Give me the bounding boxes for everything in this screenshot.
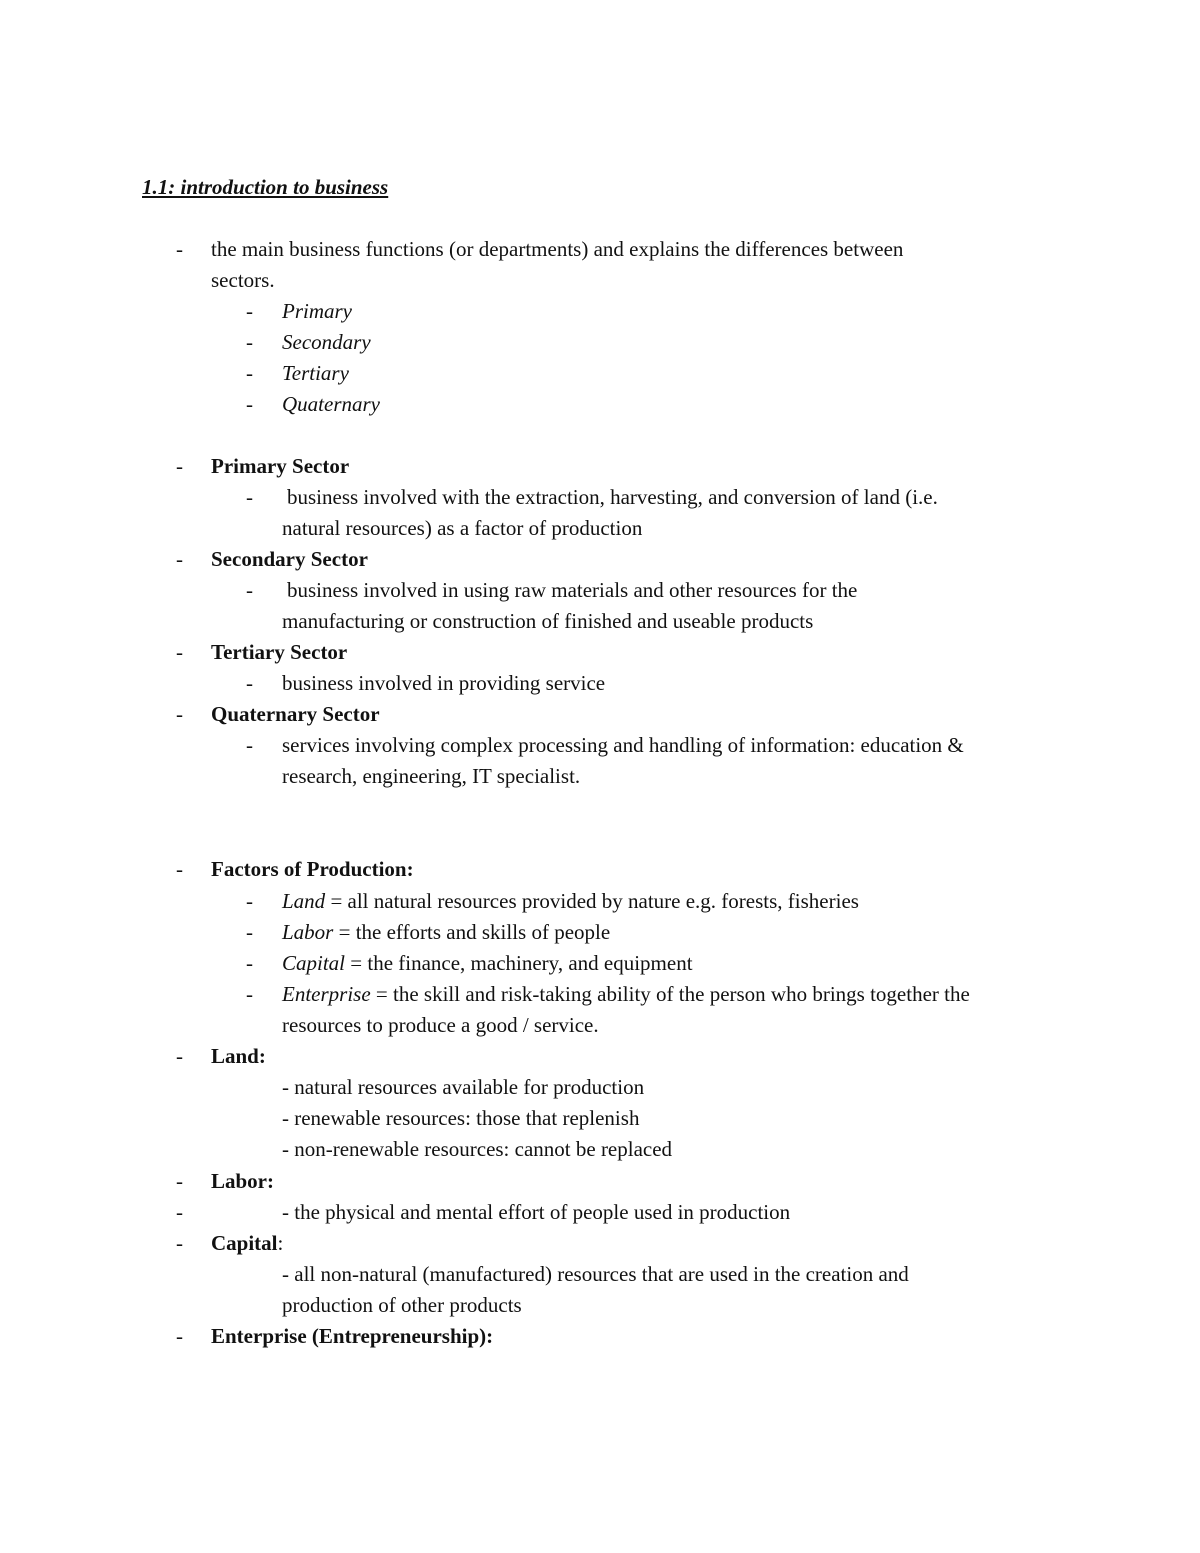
- bullet-dash: -: [246, 485, 253, 509]
- capital-colon: :: [277, 1231, 284, 1255]
- factor-definition: = the efforts and skills of people: [333, 920, 611, 944]
- tertiary-sector-heading: Tertiary Sector: [211, 640, 348, 664]
- labor-item: - the physical and mental effort of people used in production: [282, 1200, 791, 1224]
- land-item: - non-renewable resources: cannot be replaced: [282, 1137, 673, 1161]
- intro-text-line1: the main business functions (or departments) and explains the differences between: [211, 237, 904, 261]
- bullet-dash: -: [176, 640, 183, 664]
- factor-enterprise-line: [282, 979, 970, 1010]
- land-item: - renewable resources: those that replenish: [282, 1106, 640, 1130]
- bullet-dash: -: [246, 299, 253, 323]
- quaternary-sector-text-line1: services involving complex processing and handling of information: education &: [282, 733, 964, 757]
- factor-labor-line: [282, 917, 610, 948]
- factor-term: Capital: [282, 951, 346, 975]
- bullet-dash: -: [176, 1044, 183, 1068]
- primary-sector-text-line2: natural resources) as a factor of production: [282, 516, 643, 540]
- factor-term: Land: [282, 889, 326, 913]
- bullet-dash: -: [246, 578, 253, 602]
- sector-list-item: Quaternary: [282, 392, 380, 416]
- bullet-dash: -: [176, 237, 183, 261]
- capital-item-line1: - all non-natural (manufactured) resources that are used in the creation and: [282, 1262, 909, 1286]
- capital-item-line2: production of other products: [282, 1293, 522, 1317]
- tertiary-sector-text: business involved in providing service: [282, 671, 606, 695]
- bullet-dash: -: [246, 920, 253, 944]
- sector-list-item: Primary: [282, 299, 352, 323]
- page-title: 1.1: introduction to business: [142, 175, 389, 199]
- factor-term: Enterprise: [282, 982, 371, 1006]
- bullet-dash: -: [246, 671, 253, 695]
- bullet-dash: -: [176, 702, 183, 726]
- intro-text-line2: sectors.: [211, 268, 275, 292]
- sector-list-item: Tertiary: [282, 361, 349, 385]
- bullet-dash: -: [176, 857, 183, 881]
- bullet-dash: -: [176, 454, 183, 478]
- quaternary-sector-heading: Quaternary Sector: [211, 702, 380, 726]
- secondary-sector-text-line2: manufacturing or construction of finished and useable products: [282, 609, 814, 633]
- bullet-dash: -: [246, 733, 253, 757]
- land-item: - natural resources available for production: [282, 1075, 645, 1099]
- capital-heading: Capital: [211, 1231, 278, 1255]
- labor-heading: Labor:: [211, 1169, 274, 1193]
- factors-heading: Factors of Production:: [211, 857, 414, 881]
- factor-definition: = the finance, machinery, and equipment: [345, 951, 693, 975]
- enterprise-heading: Enterprise (Entrepreneurship):: [211, 1324, 494, 1348]
- primary-sector-text-line1: business involved with the extraction, harvesting, and conversion of land (i.e.: [287, 485, 938, 509]
- land-heading: Land:: [211, 1044, 266, 1068]
- factor-capital-line: [282, 948, 693, 979]
- factor-definition: = the skill and risk-taking ability of the person who brings together the: [370, 982, 970, 1006]
- bullet-dash: -: [246, 889, 253, 913]
- quaternary-sector-text-line2: research, engineering, IT specialist.: [282, 764, 581, 788]
- sector-list-item: Secondary: [282, 330, 371, 354]
- bullet-dash: -: [246, 982, 253, 1006]
- factor-enterprise-line2: resources to produce a good / service.: [282, 1013, 599, 1037]
- bullet-dash: -: [246, 361, 253, 385]
- bullet-dash: -: [246, 330, 253, 354]
- bullet-dash: -: [176, 1324, 183, 1348]
- bullet-dash: -: [176, 1231, 183, 1255]
- bullet-dash: -: [176, 1200, 183, 1224]
- bullet-dash: -: [176, 547, 183, 571]
- bullet-dash: -: [246, 392, 253, 416]
- capital-heading-line: [211, 1228, 283, 1259]
- bullet-dash: -: [246, 951, 253, 975]
- factor-definition: = all natural resources provided by nature e.g. forests, fisheries: [325, 889, 859, 913]
- primary-sector-heading: Primary Sector: [211, 454, 350, 478]
- factor-land-line: [282, 886, 859, 917]
- secondary-sector-text-line1: business involved in using raw materials and other resources for the: [287, 578, 858, 602]
- bullet-dash: -: [176, 1169, 183, 1193]
- factor-term: Labor: [282, 920, 334, 944]
- secondary-sector-heading: Secondary Sector: [211, 547, 368, 571]
